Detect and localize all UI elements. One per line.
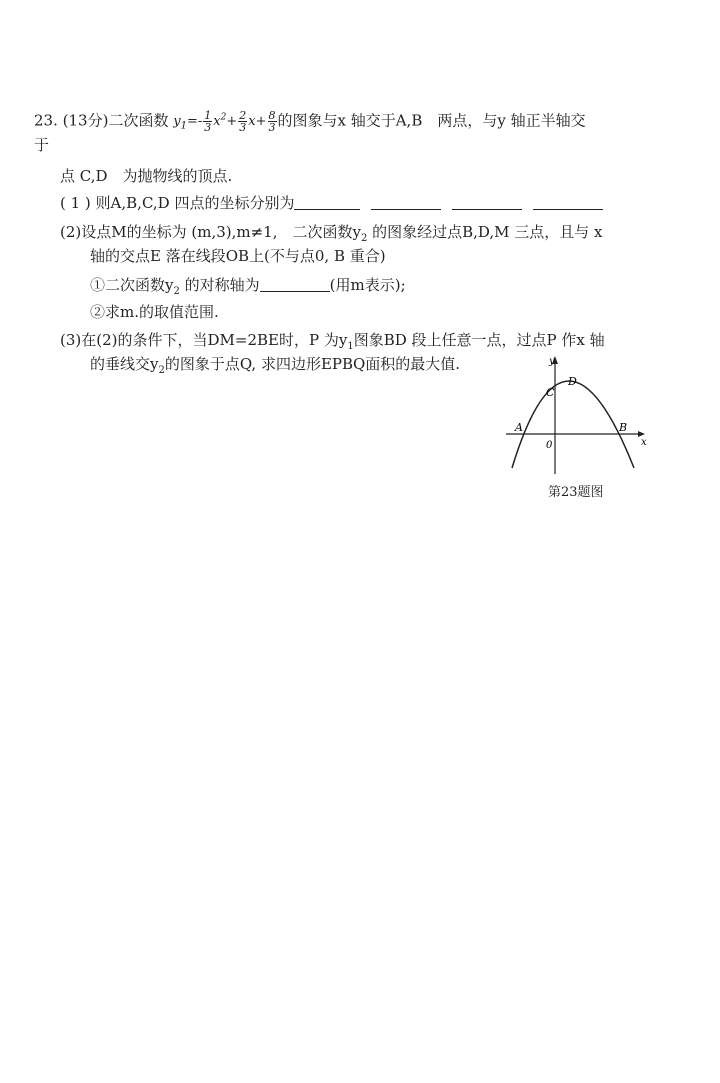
- problem-line-3: 点 C,D 为抛物线的顶点.: [60, 167, 233, 185]
- problem-intro-after: 的图象与x 轴交于A,B 两点，与y 轴正半轴交: [277, 111, 586, 130]
- fraction-3: $\frac{8}{3}$: [268, 109, 276, 135]
- label-x: x: [641, 437, 647, 448]
- figure-caption: 第23题图: [548, 485, 604, 500]
- problem-points: (13分): [62, 111, 109, 130]
- quadratic-formula: $y_1=-$ $\frac{1}{3}$ $x^2+$ $\frac{2}{3}$ x+ $\frac{8}{3}$: [173, 109, 276, 135]
- label-y: y: [549, 356, 555, 367]
- label-a: A: [515, 421, 523, 434]
- part-1: [60, 193, 603, 213]
- label-c: C: [546, 386, 555, 399]
- part-1-text: ( 1 ) 则A,B,C,D 四点的坐标分别为: [60, 194, 295, 212]
- part-3-line-2: 的垂线交$y_2$的图象于点Q, 求四边形EPBQ面积的最大值.: [90, 355, 461, 376]
- problem-line-1: [34, 108, 586, 137]
- problem-number: 23.: [34, 111, 58, 130]
- answer-blank-b[interactable]: [371, 195, 441, 210]
- problem-intro: 二次函数: [108, 111, 169, 130]
- answer-blank-d[interactable]: [533, 195, 603, 210]
- part-3-line-1: (3)在(2)的条件下，当DM=2BE时，P 为$y_1$图象BD 段上任意一点，过点P 作x 轴: [60, 331, 605, 352]
- fraction-2: $\frac{2}{3}$: [239, 109, 247, 135]
- parabola-figure: [506, 352, 650, 478]
- label-b: B: [619, 421, 628, 434]
- part-2-line-2: 轴的交点E 落在线段OB上(不与点0, B 重合): [90, 247, 386, 265]
- label-origin: 0: [546, 440, 553, 451]
- axis-answer-blank[interactable]: [260, 277, 330, 292]
- part-2-line-1: (2)设点M的坐标为 (m,3),m≠1, 二次函数$y_2$ 的图象经过点B,D,M 三点，且与 x: [60, 223, 603, 244]
- problem-line-wrap: 于: [34, 136, 50, 154]
- answer-blank-a[interactable]: [294, 195, 360, 210]
- part-2-question-1: ①二次函数$y_2$ 的对称轴为 (用m表示);: [90, 276, 406, 297]
- label-d: D: [568, 375, 577, 388]
- part-2-question-2: ②求m.的取值范围.: [90, 303, 219, 321]
- answer-blank-c[interactable]: [452, 195, 522, 210]
- parabola-curve: [512, 381, 634, 468]
- fraction-1: $\frac{1}{3}$: [204, 109, 212, 135]
